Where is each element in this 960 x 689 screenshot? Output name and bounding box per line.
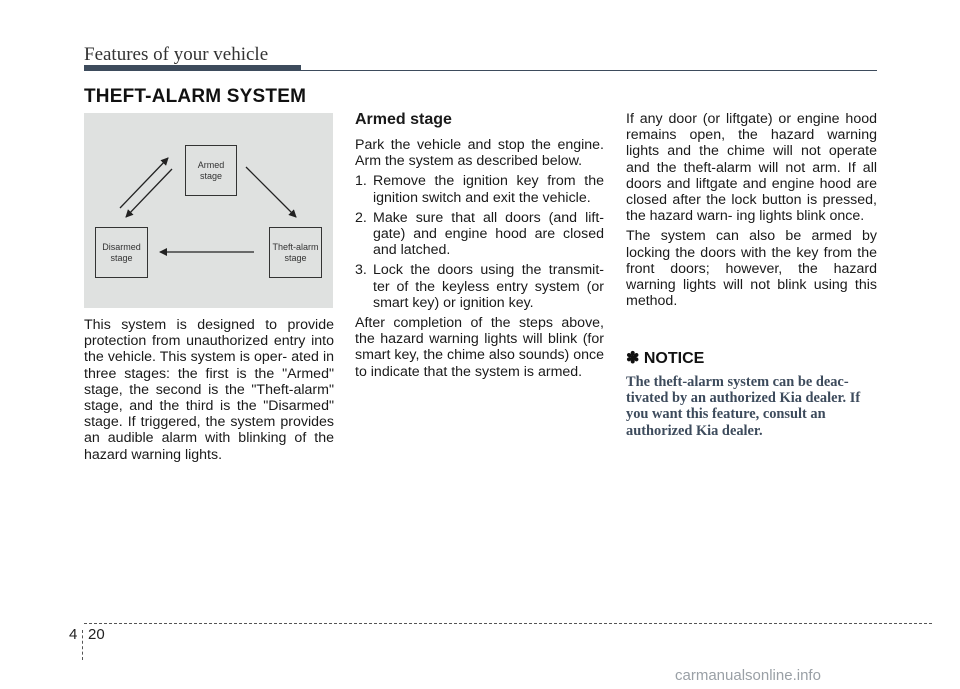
page-header-title: Features of your vehicle [84, 44, 269, 65]
disarmed-stage-label: Disarmed stage [102, 241, 141, 263]
armed-stage-heading: Armed stage [355, 111, 452, 128]
stage-arrows [84, 113, 333, 308]
disarmed-stage-box [95, 227, 148, 278]
notice-heading [626, 348, 704, 368]
notice-body: The theft-alarm system can be deac- tivated by an authorized Kia dealer. If you want this feature, consult an authorized Kia dealer. [626, 374, 861, 439]
armed-stage-label: Armed stage [197, 159, 225, 181]
armed-stage-column [355, 137, 604, 384]
footer-rule [84, 623, 932, 624]
list-item [355, 262, 604, 311]
intro-paragraph: This system is designed to provide protection from unauthorized entry into the vehicle. This system is oper- ated in three stages: the first is the "Armed" stage, the second is the "Theft-alarm" stage, and the third is the "Disarmed" stage. If triggered, the system provides an audible alarm with blinking of the hazard warning lights. [84, 317, 334, 463]
page-number: 20 [88, 626, 105, 643]
chapter-number: 4 [69, 626, 78, 643]
footer-divider [82, 630, 83, 660]
notice-title: NOTICE [643, 350, 705, 367]
section-title: THEFT-ALARM SYSTEM [84, 86, 307, 107]
header-rule [301, 70, 877, 71]
armed-stage-box [185, 145, 237, 196]
armed-stage-intro: Park the vehicle and stop the engine. Arm the system as described below. [355, 137, 604, 170]
step-number: 2. [355, 209, 367, 226]
theft-alarm-stage-label: Theft-alarm stage [272, 241, 319, 263]
arrow-armed-to-theft [246, 167, 296, 217]
door-open-paragraph: If any door (or liftgate) or engine hood remains open, the hazard warning lights and the chime will not operate and the theft-alarm will not arm. If all doors and liftgate and engine hood are closed after the lock button is pressed, the hazard warn- ing lights blink once. [626, 111, 877, 225]
arrow-armed-to-disarmed [126, 169, 172, 217]
watermark: carmanualsonline.info [675, 667, 821, 684]
armed-stage-after: After completion of the steps above, the hazard warning lights will blink (for smart key, the chime also sounds) once to indicate that the system is armed. [355, 315, 604, 380]
header-accent-bar [84, 65, 301, 71]
step-text: Remove the ignition key from the ignition switch and exit the vehicle. [373, 173, 604, 206]
notice-icon: ✽ [626, 350, 640, 367]
list-item [355, 173, 604, 205]
arrow-disarmed-to-armed [120, 158, 168, 208]
theft-alarm-stage-box [269, 227, 322, 278]
step-text: Make sure that all doors (and lift- gate) and engine hood are closed and latched. [373, 209, 604, 259]
third-column [626, 111, 877, 313]
theft-alarm-stage-diagram [84, 113, 333, 308]
step-number: 3. [355, 262, 367, 279]
step-number: 1. [355, 173, 367, 190]
key-arming-paragraph: The system can also be armed by locking the doors with the key from the front doors; however, the hazard warning lights will not blink using this method. [626, 228, 877, 310]
step-text: Lock the doors using the transmit- ter of the keyless entry system (or smart key) or ignition key. [373, 262, 604, 311]
list-item [355, 210, 604, 259]
